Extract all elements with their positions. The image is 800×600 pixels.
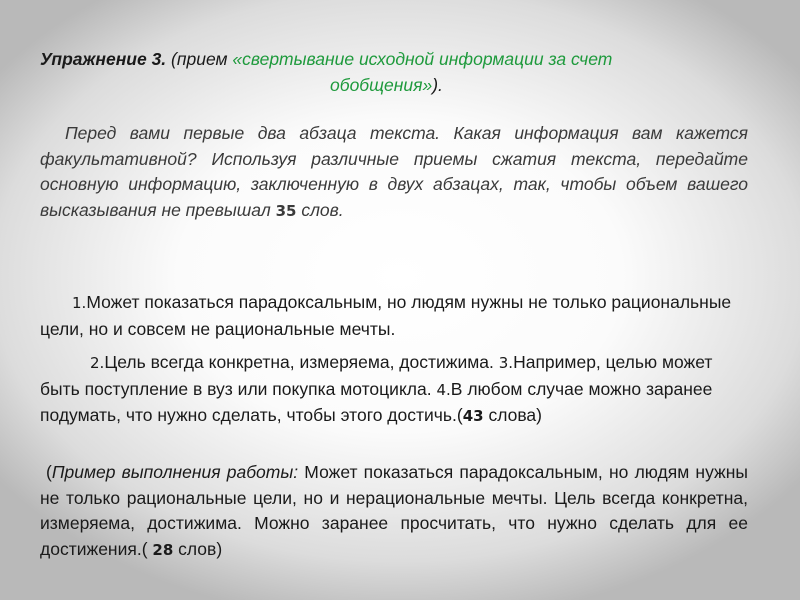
example-answer xyxy=(40,460,748,563)
paragraph-text: Может показаться парадоксальным, но людям нужны не только рациональные цели, но и совсем не рациональные мечты. xyxy=(40,292,732,339)
technique-name-cont: обобщения» xyxy=(330,75,433,95)
word-limit: 35 xyxy=(275,201,297,220)
source-paragraph-2 xyxy=(40,350,748,430)
count-open: ( xyxy=(456,405,463,425)
task-instructions xyxy=(40,121,748,224)
sentence-number: 2. xyxy=(90,354,105,372)
count-close: слова) xyxy=(483,405,542,425)
word-count: 43 xyxy=(462,407,484,425)
exercise-number: Упражнение 3. xyxy=(40,49,167,69)
sentence-number: 1. xyxy=(72,294,87,312)
sentence-text: В любом случае можно заранее подумать, что нужно сделать, чтобы этого достичь. xyxy=(40,378,713,425)
example-label: Пример выполнения работы: xyxy=(51,462,299,482)
task-tail: слов. xyxy=(296,199,344,220)
task-text: Перед вами первые два абзаца текста. Какая информация вам кажется факультативной? Используя различные приемы сжатия текста, передайте основную информацию, заключенную в двух абзацах, так, чтобы объем вашего высказывания не превышал xyxy=(40,123,748,220)
technique-name: «свертывание исходной информации за счет xyxy=(232,49,613,69)
example-open: ( xyxy=(46,462,52,482)
example-count-open: ( xyxy=(141,538,153,559)
source-paragraph-1 xyxy=(40,290,748,342)
title-close: ). xyxy=(432,75,443,95)
example-text: Может показаться парадоксальным, но людям нужны не только рациональные цели, но и нерациональные мечты. Цель всегда конкретна, измеряема, достижима. Можно заранее просчитать, что нужно сделать для ее достижения. xyxy=(40,462,748,559)
example-word-count: 28 xyxy=(152,540,174,559)
title-open: (прием xyxy=(166,49,233,69)
exercise-title xyxy=(40,46,770,98)
sentence-number: 4. xyxy=(436,380,451,399)
sentence-text: Цель всегда конкретна, измеряема, достижима. xyxy=(104,352,499,372)
example-count-close: слов) xyxy=(173,538,223,559)
sentence-number: 3. xyxy=(498,354,514,372)
sentence-text: Например, целью может быть поступление в вуз или покупка мотоцикла. xyxy=(40,352,713,399)
